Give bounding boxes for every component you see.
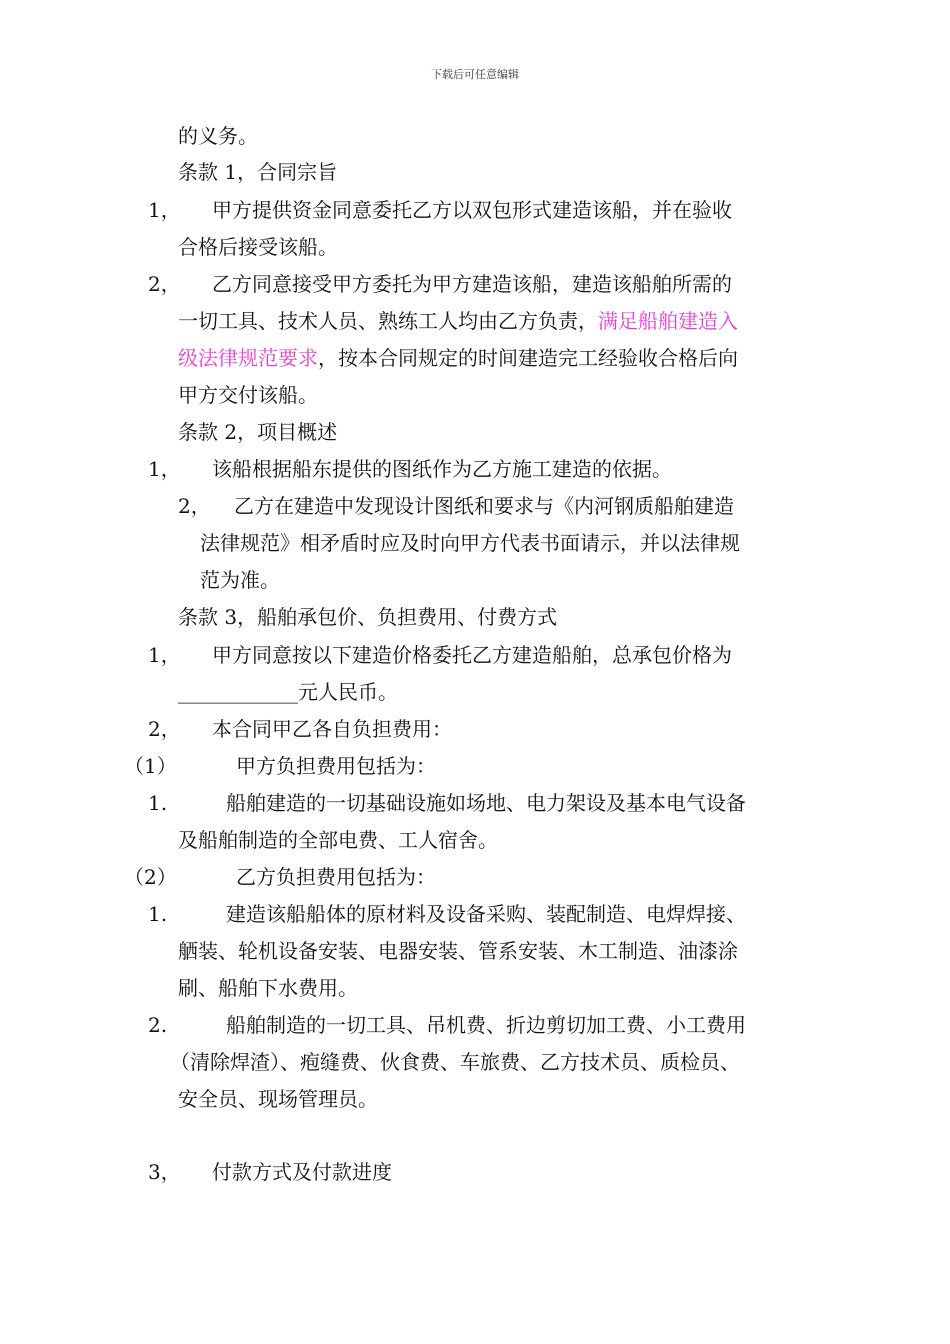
clause-heading-3: 条款 3，船舶承包价、负担费用、付费方式 — [178, 605, 558, 629]
item-number: 1. — [148, 902, 168, 926]
text-line: 的义务。 — [178, 124, 258, 148]
text-line — [178, 309, 738, 333]
text-line: 船舶建造的一切基础设施如场地、电力架设及基本电气设备 — [226, 791, 746, 815]
item-number: 1. — [148, 791, 168, 815]
text-line: 该船根据船东提供的图纸作为乙方施工建造的依据。 — [212, 457, 672, 481]
clause-heading-2: 条款 2，项目概述 — [178, 420, 338, 444]
text-line: 合格后接受该船。 — [178, 235, 338, 259]
item-number: 2. — [148, 1013, 168, 1037]
text-line: 甲方同意按以下建造价格委托乙方建造船舶，总承包价格为 — [212, 643, 732, 667]
text-segment: 一切工具、技术人员、熟练工人均由乙方负责， — [178, 309, 598, 333]
item-number: 2， — [178, 494, 211, 518]
text-line: 甲方提供资金同意委托乙方以双包形式建造该船，并在验收 — [212, 198, 732, 222]
text-segment: ，按本合同规定的时间建造完工经验收合格后向 — [318, 346, 738, 370]
text-line — [178, 346, 738, 370]
text-line: 船舶制造的一切工具、吊机费、折边剪切加工费、小工费用 — [226, 1013, 746, 1037]
text-line: ____________元人民币。 — [178, 680, 398, 704]
item-number: 1， — [148, 643, 181, 667]
text-line: 刷、船舶下水费用。 — [178, 976, 358, 1000]
item-number: 2， — [148, 272, 181, 296]
item-number: 1， — [148, 198, 181, 222]
item-number: （1） — [124, 754, 177, 778]
text-line: 付款方式及付款进度 — [212, 1160, 392, 1184]
item-number: 3， — [148, 1160, 181, 1184]
text-line: 法律规范》相矛盾时应及时向甲方代表书面请示，并以法律规 — [200, 531, 740, 555]
text-line: 安全员、现场管理员。 — [178, 1087, 378, 1111]
page-header: 下载后可任意编辑 — [431, 68, 519, 81]
item-number: 2， — [148, 717, 181, 741]
text-line: （清除焊渣）、疱缝费、伙食费、车旅费、乙方技术员、质检员、 — [170, 1050, 740, 1074]
text-line: 建造该船船体的原材料及设备采购、装配制造、电焊焊接、 — [226, 902, 746, 926]
text-line: 及船舶制造的全部电费、工人宿舍。 — [178, 828, 498, 852]
highlighted-text: 满足船舶建造入 — [598, 309, 738, 333]
clause-heading-1: 条款 1，合同宗旨 — [178, 160, 338, 184]
text-line: 舾装、轮机设备安装、电器安装、管系安装、木工制造、油漆涂 — [178, 939, 738, 963]
text-line: 本合同甲乙各自负担费用： — [212, 717, 452, 741]
text-line: 乙方在建造中发现设计图纸和要求与《内河钢质船舶建造 — [234, 494, 734, 518]
text-line: 乙方同意接受甲方委托为甲方建造该船，建造该船舶所需的 — [212, 272, 732, 296]
text-line: 范为准。 — [200, 568, 280, 592]
text-line: 乙方负担费用包括为： — [236, 865, 436, 889]
highlighted-text: 级法律规范要求 — [178, 346, 318, 370]
item-number: 1， — [148, 457, 181, 481]
text-line: 甲方负担费用包括为： — [236, 754, 436, 778]
text-line: 甲方交付该船。 — [178, 383, 318, 407]
item-number: （2） — [124, 865, 177, 889]
